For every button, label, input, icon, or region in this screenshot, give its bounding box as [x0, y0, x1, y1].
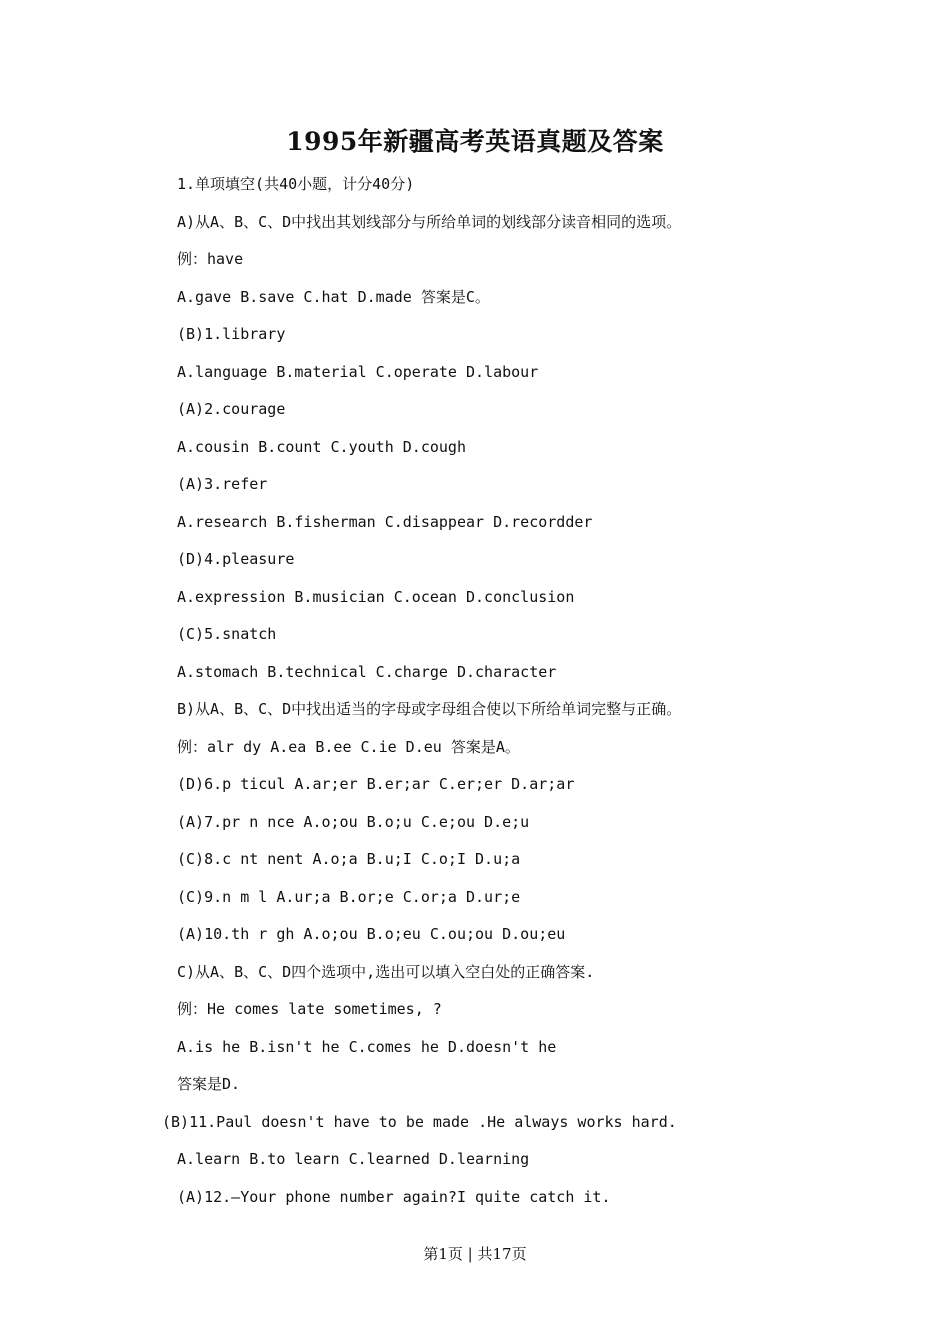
text-line: (A)7.pr n nce A.o;ou B.o;u C.e;ou D.e;u: [177, 812, 530, 831]
text-line: (C)8.c nt nent A.o;a B.u;I C.o;I D.u;a: [177, 850, 521, 868]
text-line: 1.单项填空(共40小题，计分40分): [177, 175, 415, 193]
text-line: (B)11.Paul doesn't have to be made .He always works hard.: [162, 1112, 677, 1131]
text-line: 例：alr dy A.ea B.ee C.ie D.eu 答案是A。: [177, 737, 520, 756]
text-line: 答案是D.: [177, 1075, 241, 1093]
text-line: A.expression B.musician C.ocean D.conclusion: [177, 587, 575, 606]
text-line: (A)10.th r gh A.o;ou B.o;eu C.ou;ou D.ou;eu: [177, 925, 566, 943]
text-line: A.language B.material C.operate D.labour: [177, 362, 539, 381]
text-line: 例：have: [177, 250, 244, 268]
text-line: (C)5.snatch: [177, 625, 277, 643]
text-line: (A)2.courage: [177, 400, 286, 418]
text-line: (A)3.refer: [177, 475, 268, 493]
text-line: C)从A、B、C、D四个选项中,选出可以填入空白处的正确答案.: [177, 962, 595, 981]
text-line: (B)1.library: [177, 325, 286, 343]
text-line: (A)12.—Your phone number again?I quite catch it.: [177, 1187, 611, 1206]
text-line: A.is he B.isn't he C.comes he D.doesn't he: [177, 1037, 557, 1056]
text-line: A.research B.fisherman C.disappear D.recordder: [177, 512, 593, 531]
text-line: B)从A、B、C、D中找出适当的字母或字母组合使以下所给单词完整与正确。: [177, 700, 682, 718]
text-line: A.learn B.to learn C.learned D.learning: [177, 1150, 530, 1168]
text-line: A.cousin B.count C.youth D.cough: [177, 437, 466, 456]
text-line: A)从A、B、C、D中找出其划线部分与所给单词的划线部分读音相同的选项。: [177, 212, 682, 231]
text-line: 例：He comes late sometimes, ?: [177, 1000, 442, 1018]
page-footer: 第1页 | 共17页: [423, 1245, 527, 1263]
text-line: A.stomach B.technical C.charge D.character: [177, 662, 557, 681]
text-line: A.gave B.save C.hat D.made 答案是C。: [177, 287, 490, 306]
text-line: (D)6.p ticul A.ar;er B.er;ar C.er;er D.ar;ar: [177, 775, 575, 793]
text-line: (D)4.pleasure: [177, 550, 295, 568]
text-line: (C)9.n m l A.ur;a B.or;e C.or;a D.ur;e: [177, 887, 521, 906]
document-title: 1995年新疆高考英语真题及答案: [286, 127, 664, 156]
